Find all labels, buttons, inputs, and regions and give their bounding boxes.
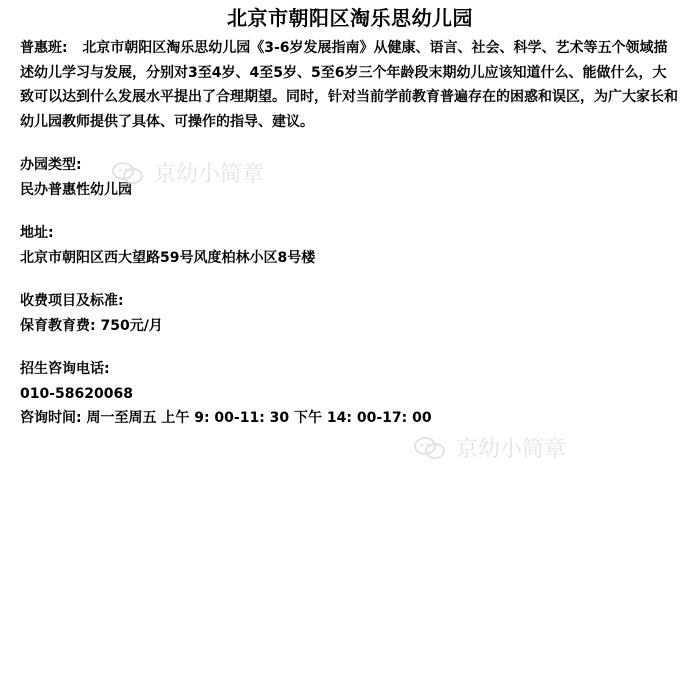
fees-label: 收费项目及标准: [20,293,124,309]
watermark-text: 京幼小简章 [154,162,265,187]
school-type-value: 民办普惠性幼儿园 [20,181,132,198]
intro-label: 普惠班: [20,40,68,56]
contact-phone: 010-58620068 [20,385,133,402]
school-type-section [20,153,680,202]
contact-label: 招生咨询电话: [20,361,110,377]
intro-paragraph [20,36,680,134]
fees-section [20,289,680,338]
intro-text: 北京市朝阳区淘乐思幼儿园《3-6岁发展指南》从健康、语言、社会、科学、艺术等五个领域描述幼儿学习与发展，分别对3至4岁、4至5岁、5至6岁三个年龄段末期幼儿应该知道什么、能做什么，大致可以达到什么发展水平提出了合理期望。同时，针对当前学前教育普遍存在的困惑和误区，为广大家长和幼儿园教师提供了具体、可操作的指导、建议。 [20,40,678,130]
address-label: 地址: [20,225,54,241]
watermark [412,432,566,463]
address-section [20,221,680,270]
document-body [20,36,680,431]
fees-value: 保育教育费: 750元/月 [20,317,163,334]
address-value: 北京市朝阳区西大望路59号风度柏林小区8号楼 [20,249,316,266]
school-type-label: 办园类型: [20,157,82,173]
page-title: 北京市朝阳区淘乐思幼儿园 [227,6,473,30]
contact-hours: 咨询时间: 周一至周五 上午 9: 00-11: 30 下午 14: 00-17: 00 [20,410,432,426]
wechat-logo-icon [412,436,448,460]
contact-section [20,357,680,431]
watermark-text: 京幼小简章 [456,437,567,462]
